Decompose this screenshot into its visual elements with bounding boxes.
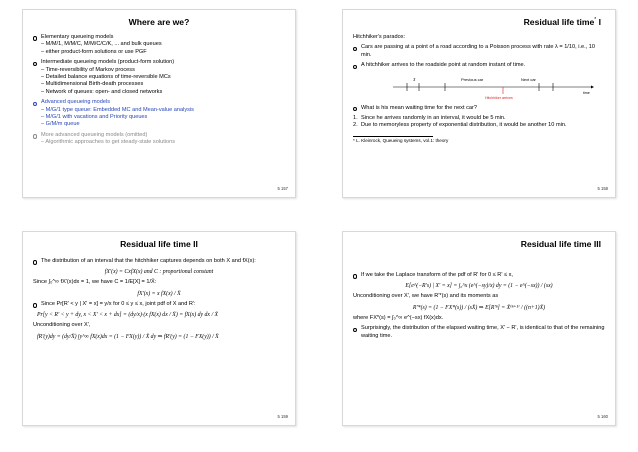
- page-number: 5 158: [597, 186, 608, 191]
- equation: fX'(x) = x fX(x) / X̄: [137, 290, 181, 297]
- numbered-item: 1. Since he arrives randomly in an interval, it would be 5 min.: [353, 115, 506, 122]
- page-number: 5 159: [277, 414, 288, 419]
- text-line: Unconditioning over X',: [33, 322, 91, 329]
- list-item: The distribution of an interval that the hitchhiker captures depends on both X and fX(x):: [33, 258, 285, 265]
- sub-item: – Time-reversibility of Markov process: [41, 66, 135, 73]
- slide-residual-life-time-1: [342, 9, 616, 198]
- page-number: 5 157: [277, 186, 288, 191]
- list-item: Since Pr[R' < y | X' = x] = y/x for 0 ≤ y ≤ x, joint pdf of X and R':: [33, 301, 285, 308]
- equation: fR'(y)dy = (dy/X̄) ∫y^∞ fX(x)dx = (1 − FX(y)) / X̄ dy ⇒ fR'(y) = (1 − FX(y)) / X̄: [37, 333, 219, 340]
- text-line: Since ∫₀^∞ fX'(x)dx = 1, we have C = 1/E[X] = 1/X̄:: [33, 279, 157, 286]
- list-item: A hitchhiker arrives to the roadside point at random instant of time.: [353, 62, 605, 69]
- time-label: time: [583, 90, 590, 95]
- sub-item: – M/G/1 with vacations and Priority queues: [41, 114, 148, 121]
- sub-item: – M/G/1 type queue: Embedded MC and Mean-value analysis: [41, 106, 194, 113]
- slide-title: Residual life time* I: [523, 17, 601, 27]
- equation: fX'(x) = CxfX(x) and C : proportional constant: [104, 269, 214, 276]
- list-item: If we take the Laplace transform of the pdf of R' for 0 ≤ R' ≤ x,: [353, 272, 605, 279]
- slide-body: [353, 34, 605, 144]
- intro-text: Hitchhiker's paradox:: [353, 34, 406, 40]
- slide-residual-life-time-2: [22, 231, 296, 426]
- equation: E[e^(−R's) | X' = x] = ∫₀^x (e^(−sy)/x) dy = (1 − e^(−sx)) / (sx): [405, 283, 553, 290]
- slide-body: [33, 258, 285, 344]
- slide-title: Residual life time II: [120, 239, 198, 249]
- footnote: * L. Kleinrock, Queueing systems, vol.1: theory: [353, 138, 449, 144]
- previous-car-label: Previous car: [461, 76, 484, 82]
- sub-item: – G/M/m queue: [41, 121, 80, 128]
- slide-residual-life-time-3: [342, 231, 616, 426]
- text-line: Unconditioning over X', we have R'*(s) and its moments as: [353, 293, 499, 300]
- slide-title: Where are we?: [128, 17, 190, 27]
- sub-item: – M/M/1, M/M/C, M/M/C/C/K, ... and bulk queues: [41, 41, 162, 48]
- list-item: What is his mean waiting time for the next car?: [353, 105, 605, 112]
- hitchhiker-label: Hitchhiker arrives: [485, 95, 513, 100]
- equation: R'*(s) = (1 − FX*(s)) / (sX̄) ⇒ E[R'ⁿ] = X̄⁽ⁿ⁺¹⁾ / ((n+1)X̄): [412, 304, 546, 311]
- sub-item: – Network of queues: open- and closed networks: [41, 88, 163, 95]
- slide-body: [33, 34, 285, 147]
- next-car-label: Next car: [521, 76, 536, 82]
- sub-item: – Algorithmic approaches to get steady-state solutions: [41, 139, 176, 146]
- list-item: Cars are passing at a point of a road according to a Poisson process with rate λ = 1/10, i.e., 10 min.: [353, 44, 605, 59]
- list-item: More advanced queueing models (omitted): [33, 132, 285, 139]
- numbered-item: 2. Due to memoryless property of exponential distribution, it would be another 10 min.: [353, 122, 567, 129]
- slide-title: Residual life time III: [520, 239, 601, 249]
- list-item: Advanced queueing models: [33, 99, 285, 106]
- page-number: 5 160: [597, 414, 608, 419]
- slide-body: [353, 272, 605, 340]
- sub-item: – Detailed balance equations of time-reversible MCs: [41, 74, 171, 81]
- sub-item: – either product-form solutions or use PGF: [41, 48, 147, 55]
- list-item: Intermediate queueing models (product-form solution): [33, 59, 285, 66]
- list-item: Elementary queueing models: [33, 34, 285, 41]
- slide-where-are-we: [22, 9, 296, 198]
- sub-item: – Multidimensional Birth-death processes: [41, 81, 144, 88]
- list-item: Surprisingly, the distribution of the elapsed waiting time, X' − R', is identical to that of the remaining waiting time.: [353, 325, 605, 340]
- timeline-diagram: [353, 72, 605, 102]
- equation: Pr[y < R' < y + dy, x < X' < x + dx] = (dy/x)·(x fX(x) dx / X̄) = fX(x) dy dx / X̄: [37, 312, 219, 319]
- x-label: X: [413, 76, 416, 82]
- text-line: where FX*(s) = ∫₀^∞ e^(−sx) fX(x)dx.: [353, 314, 444, 321]
